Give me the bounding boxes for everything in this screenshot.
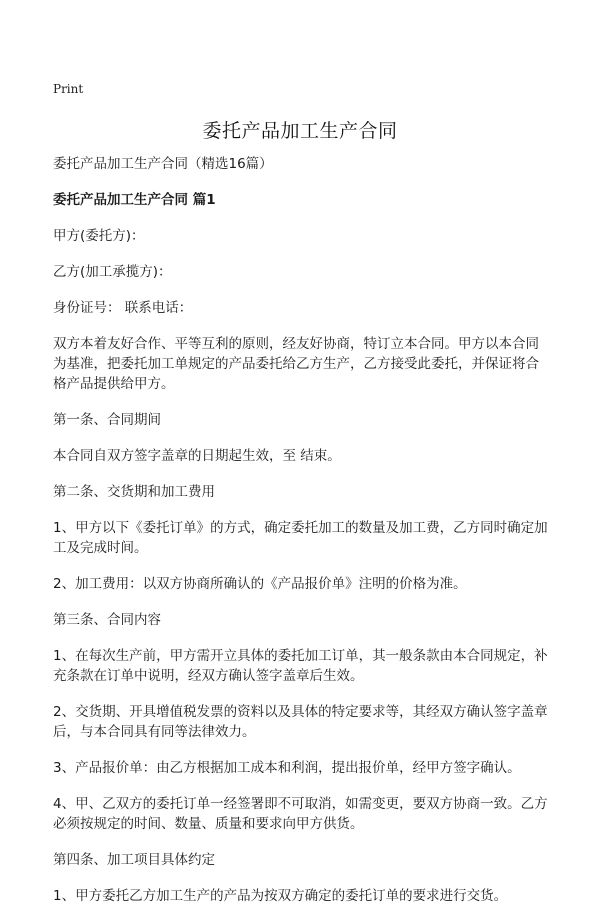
id-contact-line: 身份证号： 联系电话： xyxy=(53,300,193,316)
article-3-item-4: 4、甲、乙双方的委托订单一经签署即不可取消，如需变更，要双方协商一致。乙方必须按规定的时间、数量、质量和要求向甲方供货。 xyxy=(53,796,548,832)
article-1-heading: 第一条、合同期间 xyxy=(53,412,161,428)
article-3-item-1: 1、在每次生产前，甲方需开立具体的委托加工订单，其一般条款由本合同规定，补充条款在订单中说明，经双方确认签字盖章后生效。 xyxy=(53,648,548,684)
article-4-item-1: 1、甲方委托乙方加工生产的产品为按双方确定的委托订单的要求进行交货。 xyxy=(53,888,508,904)
party-a-line: 甲方(委托方)： xyxy=(53,228,145,244)
document-subtitle: 委托产品加工生产合同（精选16篇） xyxy=(53,156,273,172)
article-2-heading: 第二条、交货期和加工费用 xyxy=(53,484,215,500)
article-1-text: 本合同自双方签字盖章的日期起生效，至 结束。 xyxy=(53,448,341,464)
article-2-item-2: 2、加工费用：以双方协商所确认的《产品报价单》注明的价格为准。 xyxy=(53,576,467,592)
document-body xyxy=(53,154,549,922)
article-3-item-2: 2、交货期、开具增值税发票的资料以及具体的特定要求等，其经双方确认签字盖章后，与本合同具有同等法律效力。 xyxy=(53,704,548,740)
party-b-line: 乙方(加工承揽方)： xyxy=(53,264,172,280)
article-2-item-1: 1、甲方以下《委托订单》的方式，确定委托加工的数量及加工费，乙方同时确定加工及完成时间。 xyxy=(53,520,548,556)
article-4-heading: 第四条、加工项目具体约定 xyxy=(53,852,215,868)
article-3-heading: 第三条、合同内容 xyxy=(53,612,161,628)
section-heading: 委托产品加工生产合同 篇1 xyxy=(53,192,216,208)
print-label: Print xyxy=(53,82,84,96)
document-title: 委托产品加工生产合同 xyxy=(202,120,398,142)
preamble-paragraph: 双方本着友好合作、平等互利的原则，经友好协商，特订立本合同。甲方以本合同为基准，把委托加工单规定的产品委托给乙方生产，乙方接受此委托，并保证将合格产品提供给甲方。 xyxy=(53,336,539,392)
article-3-item-3: 3、产品报价单：由乙方根据加工成本和利润，提出报价单，经甲方签字确认。 xyxy=(53,760,521,776)
